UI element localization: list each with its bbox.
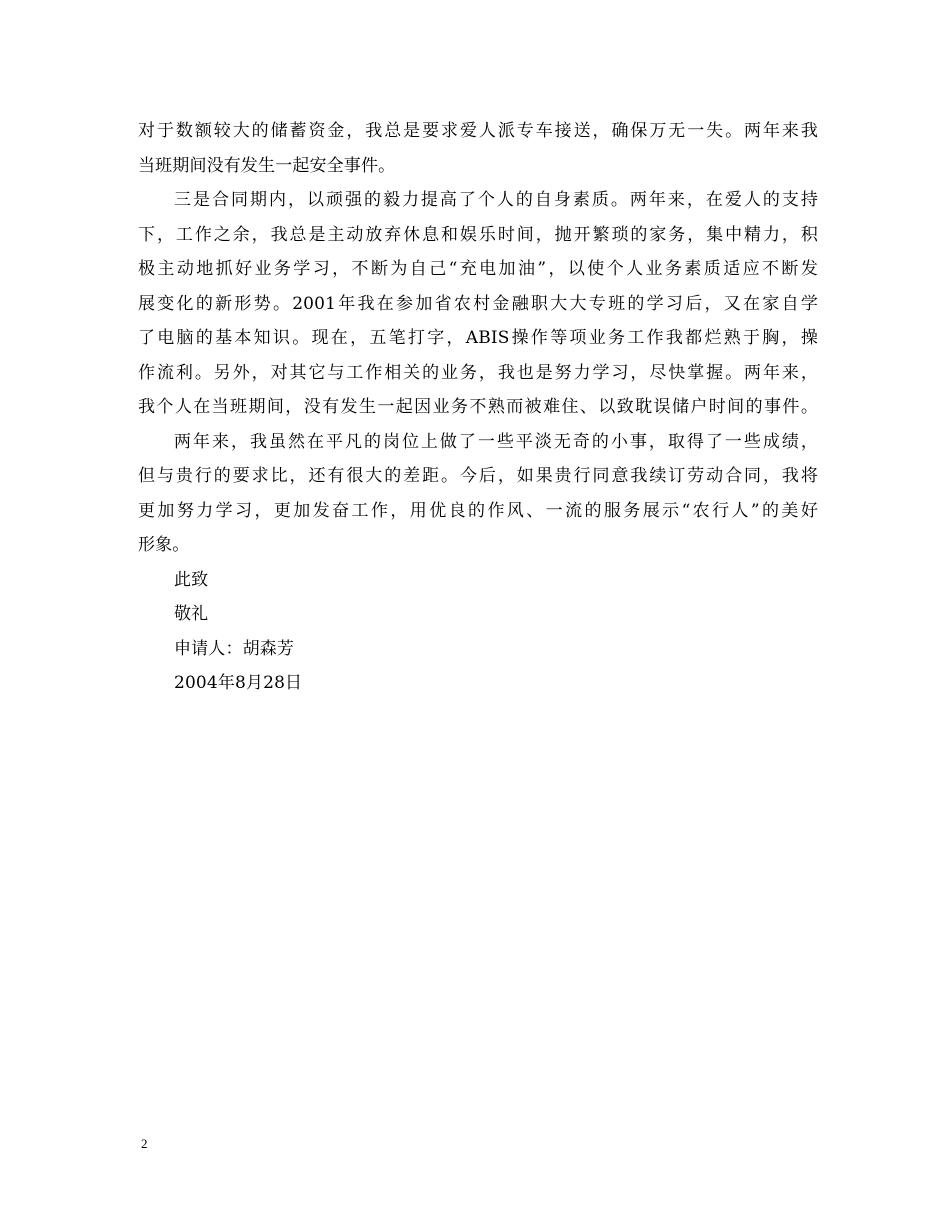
paragraph-line: 下，工作之余，我总是主动放弃休息和娱乐时间，抛开繁琐的家务，集中精力，积 (138, 224, 818, 245)
letter-date: 2004年8月28日 (174, 673, 303, 693)
paragraph-line: 极主动地抓好业务学习，不断为自己“充电加油”，以使个人业务素质适应不断发 (138, 259, 818, 279)
paragraph-line: 了电脑的基本知识。现在，五笔打字，ABIS操作等项业务工作我都烂熟于胸，操 (138, 328, 818, 348)
applicant-signature: 申请人：胡森芳 (174, 638, 295, 659)
paragraph-line: 展变化的新形势。2001年我在参加省农村金融职大大专班的学习后，又在家自学 (138, 293, 818, 314)
paragraph-line: 形象。 (138, 535, 190, 555)
page-number: 2 (141, 1136, 148, 1151)
closing-regards: 敬礼 (174, 604, 209, 624)
letter-body (138, 114, 818, 701)
paragraph-line: 作流利。另外，对其它与工作相关的业务，我也是努力学习，尽快掌握。两年来， (138, 362, 818, 383)
paragraph-line: 两年来，我虽然在平凡的岗位上做了一些平淡无奇的小事，取得了一些成绩， (174, 431, 818, 452)
closing-salutation: 此致 (174, 569, 209, 590)
paragraph-line: 对于数额较大的储蓄资金，我总是要求爱人派专车接送，确保万无一失。两年来我 (138, 121, 818, 141)
paragraph-line: 三是合同期内，以顽强的毅力提高了个人的自身素质。两年来，在爱人的支持 (174, 190, 818, 210)
paragraph-line: 更加努力学习，更加发奋工作，用优良的作风、一流的服务展示“农行人”的美好 (138, 500, 818, 521)
paragraph-line: 我个人在当班期间，没有发生一起因业务不熟而被难住、以致耽误储户时间的事件。 (138, 397, 818, 417)
paragraph-line: 但与贵行的要求比，还有很大的差距。今后，如果贵行同意我续订劳动合同，我将 (138, 466, 818, 486)
paragraph-line: 当班期间没有发生一起安全事件。 (138, 155, 396, 176)
